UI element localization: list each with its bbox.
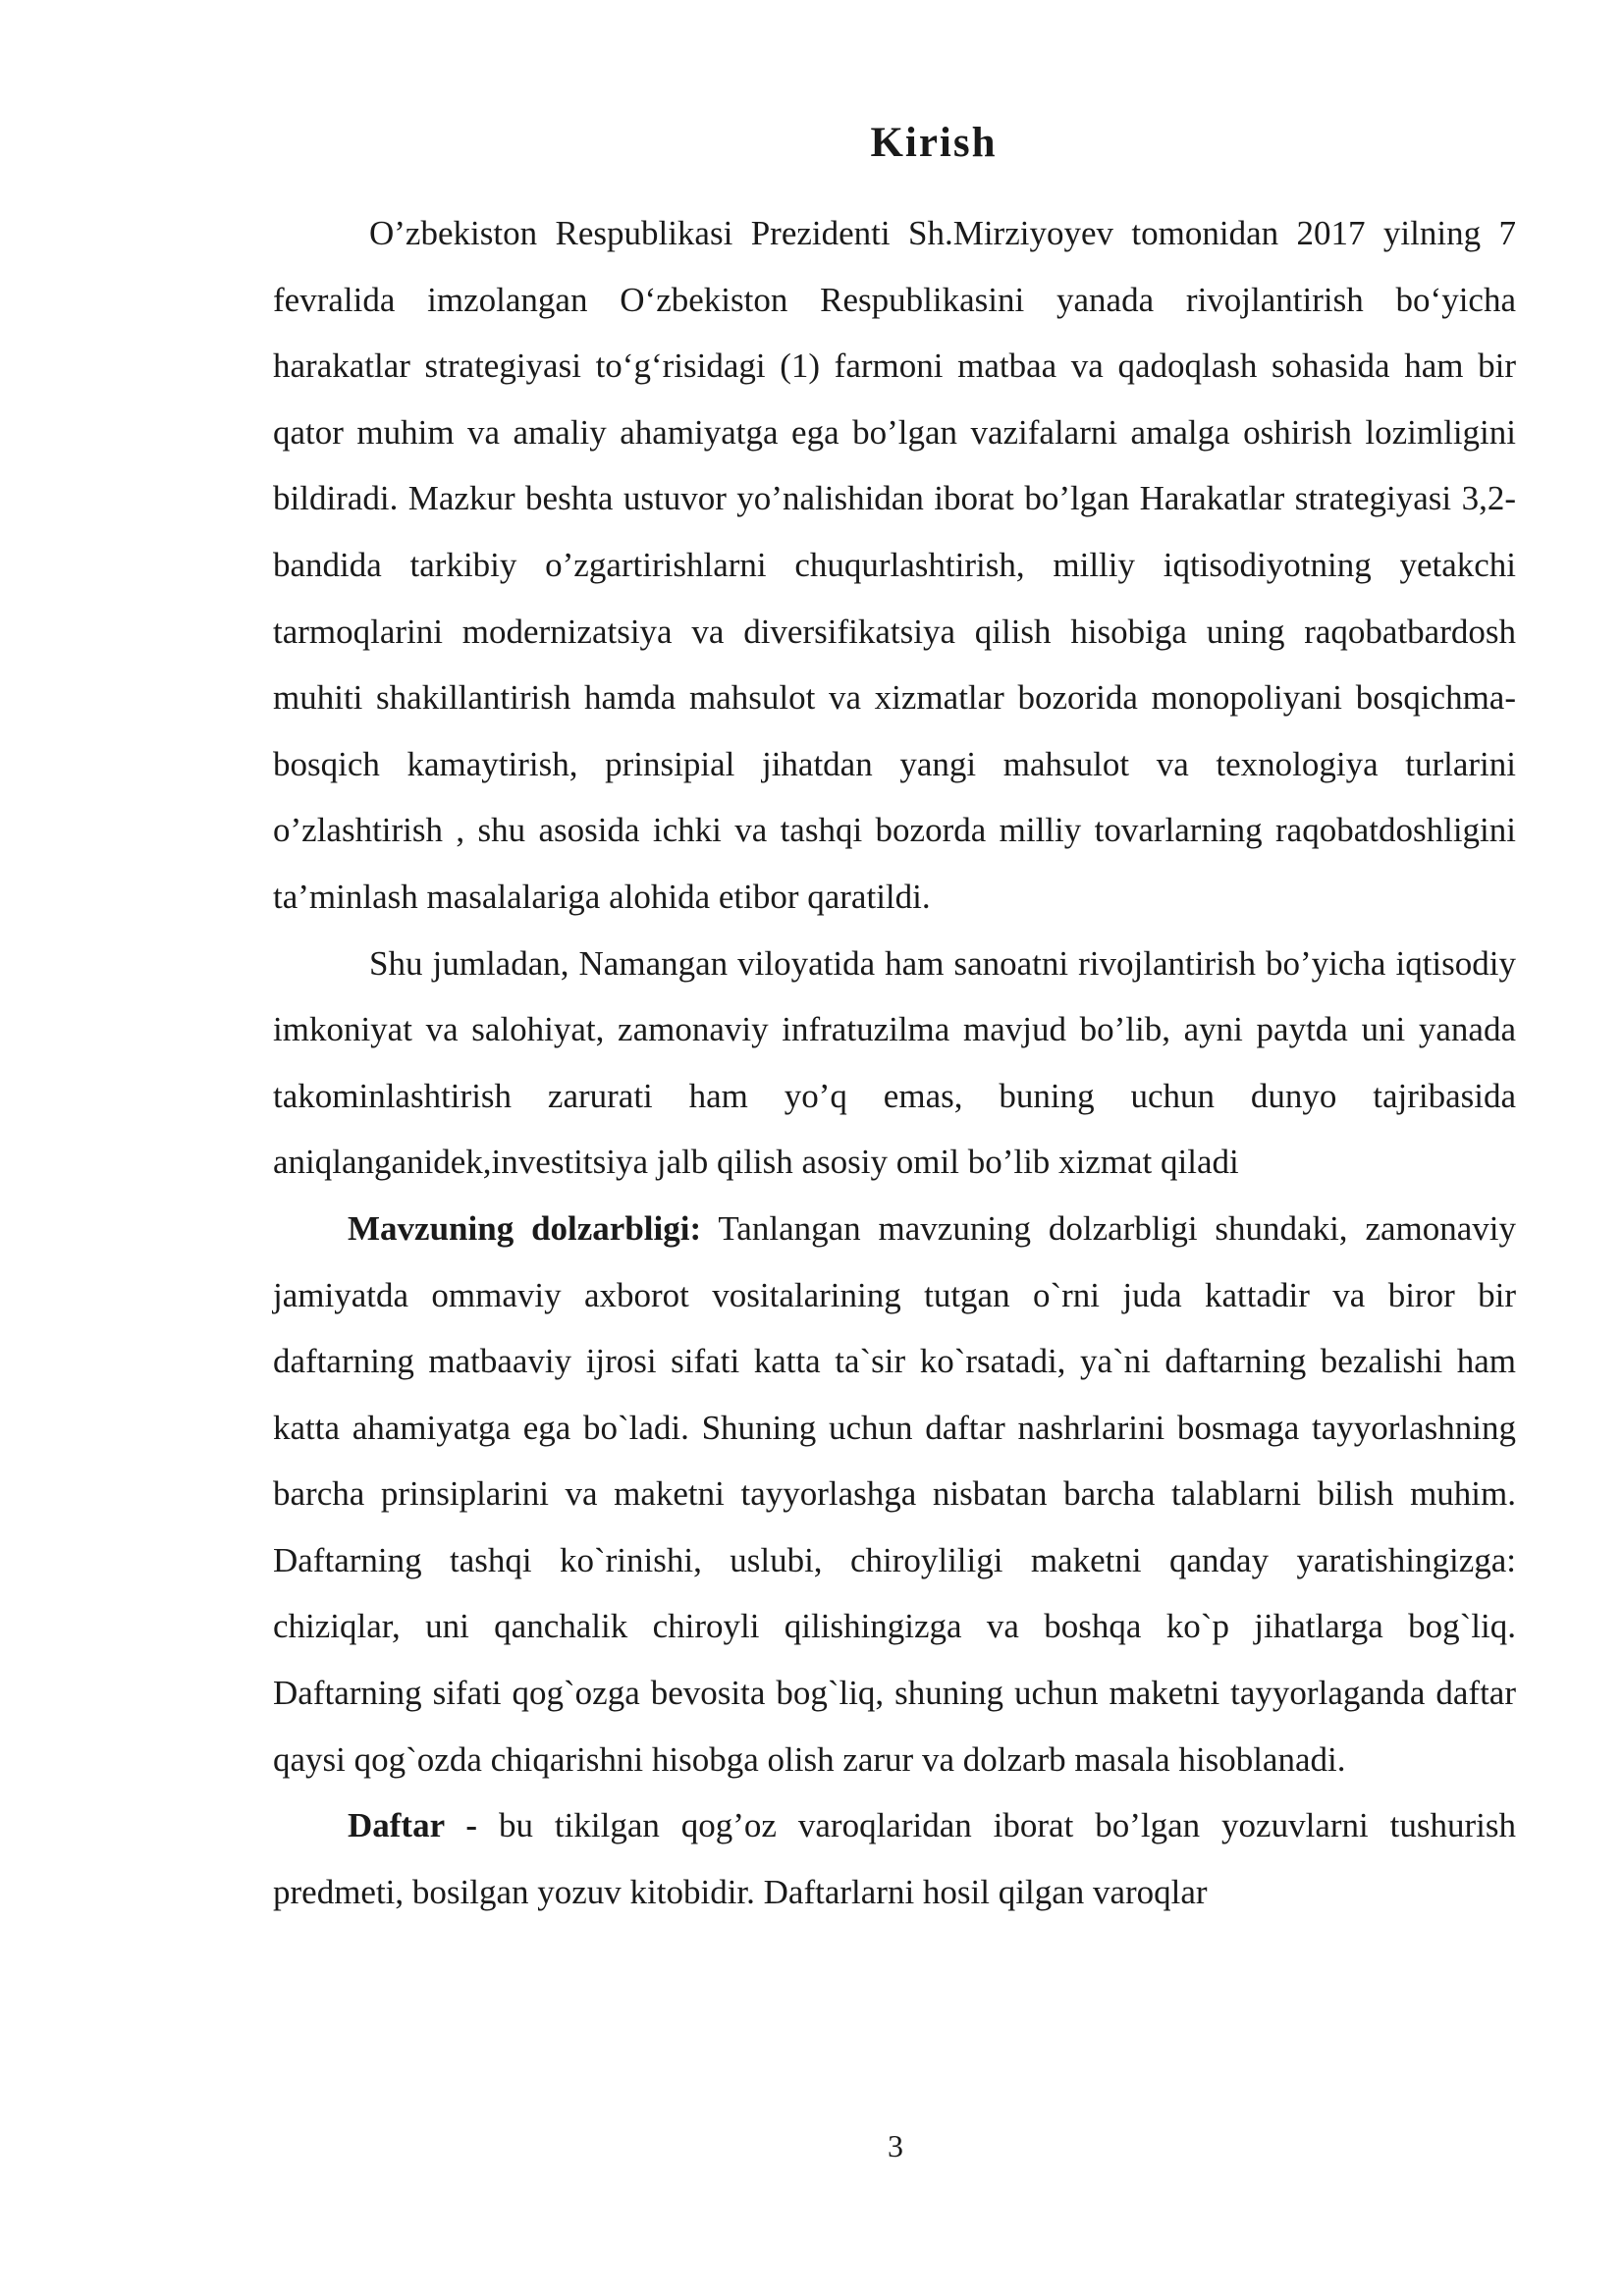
paragraph-intro xyxy=(273,200,1516,931)
paragraph-namangan xyxy=(273,931,1516,1196)
page-content xyxy=(273,108,1516,1925)
paragraph-daftar-text: bu tikilgan qog’oz varoqlaridan iborat bo’lgan yozuvlarni tushurish predmeti, bosilgan yozuv kitobidir. Daftarlarni hosil qilgan varoqlar xyxy=(273,1806,1516,1911)
paragraph-namangan-text: Shu jumladan, Namangan viloyatida ham sanoatni rivojlantirish bo’yicha iqtisodiy imkoniyat va salohiyat, zamonaviy infratuzilma mavjud bo’lib, ayni paytda uni yanada takominlashtirish zarurati ham yo’q emas, buning uchun dunyo tajribasida aniqlanganidek,investitsiya jalb qilish asosiy omil bo’lib xizmat qiladi xyxy=(273,943,1516,1182)
paragraph-relevance xyxy=(273,1196,1516,1792)
paragraph-intro-text: O’zbekiston Respublikasi Prezidenti Sh.Mirziyoyev tomonidan 2017 yilning 7 fevralida imzolangan O‘zbekiston Respublikasini yanada rivojlantirish bo‘yicha harakatlar strategiyasi to‘g‘risidagi (1) farmoni matbaa va qadoqlash sohasida ham bir qator muhim va amaliy ahamiyatga ega bo’lgan vazifalarni amalga oshirish lozimligini bildiradi. Mazkur beshta ustuvor yo’nalishidan iborat bo’lgan Harakatlar strategiyasi 3,2-bandida tarkibiy o’zgartirishlarni chuqurlashtirish, milliy iqtisodiyotning yetakchi tarmoqlarini modernizatsiya va diversifikatsiya qilish hisobiga uning raqobatbardosh muhiti shakillantirish hamda mahsulot va xizmatlar bozorida monopoliyani bosqichma-bosqich kamaytirish, prinsipial jihatdan yangi mahsulot va texnologiya turlarini o’zlashtirish , shu asosida ichki va tashqi bozorda milliy tovarlarning raqobatdoshligini ta’minlash masalalariga alohida etibor qaratildi. xyxy=(273,214,1516,916)
relevance-heading: Mavzuning dolzarbligi: xyxy=(348,1208,702,1248)
paragraph-relevance-text: Tanlangan mavzuning dolzarbligi shundaki, zamonaviy jamiyatda ommaviy axborot vositalarining tutgan o`rni juda kattadir va biror bir daftarning matbaaviy ijrosi sifati katta ta`sir ko`rsatadi, ya`ni daftarning bezalishi ham katta ahamiyatga ega bo`ladi. Shuning uchun daftar nashrlarini bosmaga tayyorlashning barcha prinsiplarini va maketni tayyorlashga nisbatan barcha talablarni bilish muhim. Daftarning tashqi ko`rinishi, uslubi, chiroyliligi maketni qanday yaratishingizga: chiziqlar, uni qanchalik chiroyli qilishingizga va boshqa ko`p jihatlarga bog`liq. Daftarning sifati qog`ozga bevosita bog`liq, shuning uchun maketni tayyorlaganda daftar qaysi qog`ozda chiqarishni hisobga olish zarur va dolzarb masala hisoblanadi. xyxy=(273,1208,1516,1779)
page-number: 3 xyxy=(888,2128,903,2163)
daftar-term: Daftar - xyxy=(348,1806,478,1845)
page-title: Kirish xyxy=(870,120,998,166)
paragraph-daftar xyxy=(273,1792,1516,1925)
